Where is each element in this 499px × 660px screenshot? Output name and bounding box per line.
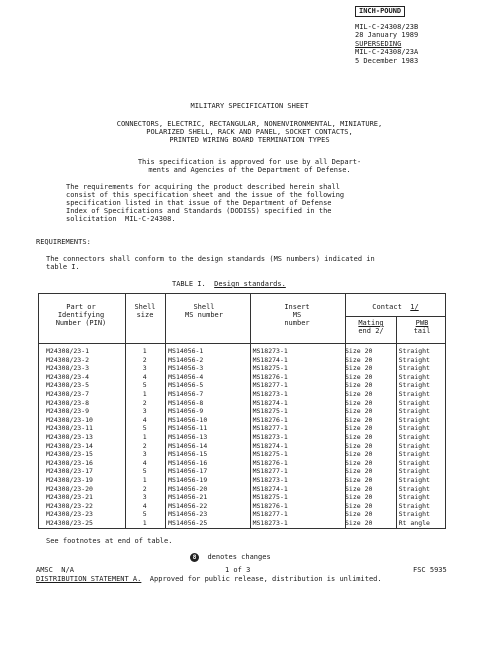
table-row (38, 407, 446, 416)
row-pwb-tail: Straight (398, 493, 430, 502)
row-pwb-tail: Straight (398, 347, 430, 355)
row-part-number: M24308/23-14 (46, 441, 93, 450)
row-insert-ms: MS18276-1 (252, 415, 288, 424)
row-shell-size: 3 (142, 493, 147, 502)
col-shell-ms-header: Shell MS number (185, 303, 223, 319)
row-mating-end: Size 20 (345, 458, 373, 467)
row-pwb-tail: Straight (398, 467, 430, 476)
table-bottom-rule (38, 528, 446, 529)
row-shell-ms: MS14056-2 (168, 355, 204, 364)
row-mating-end: Size 20 (345, 493, 373, 502)
document-header (355, 6, 465, 65)
table-header-rule (38, 343, 446, 344)
row-insert-ms: MS18274-1 (252, 355, 288, 364)
row-shell-ms: MS14056-17 (168, 467, 208, 476)
row-insert-ms: MS18273-1 (252, 518, 288, 527)
row-pwb-tail: Straight (398, 372, 430, 381)
row-insert-ms: MS18276-1 (252, 501, 288, 510)
row-insert-ms: MS18274-1 (252, 484, 288, 493)
row-shell-ms: MS14056-25 (168, 518, 208, 527)
row-insert-ms: MS18274-1 (252, 398, 288, 407)
row-insert-ms: MS18277-1 (252, 467, 288, 476)
row-shell-size: 2 (142, 398, 147, 407)
row-part-number: M24308/23-20 (46, 484, 93, 493)
row-pwb-tail: Straight (398, 475, 430, 484)
amsc-label: AMSC N/A (36, 566, 74, 574)
row-part-number: M24308/23-11 (46, 424, 93, 433)
row-shell-size: 4 (142, 501, 147, 510)
row-shell-size: 2 (142, 441, 147, 450)
row-shell-ms: MS14056-5 (168, 381, 204, 390)
requirements-text-1: The connectors shall conform to the design standards (MS numbers) indicated in (46, 255, 375, 263)
row-pwb-tail: Straight (398, 450, 430, 459)
distribution-text: Approved for public release, distribution is unlimited. (149, 575, 382, 583)
row-pwb-tail: Straight (398, 441, 430, 450)
table-row (38, 493, 446, 502)
table-row (38, 356, 446, 365)
row-pwb-tail: Straight (398, 415, 430, 424)
row-insert-ms: MS18276-1 (252, 458, 288, 467)
approval-line-1: This specification is approved for use by all Depart- (137, 158, 362, 166)
row-insert-ms: MS18277-1 (252, 424, 288, 433)
row-part-number: M24308/23-9 (46, 407, 90, 416)
row-shell-size: 1 (142, 432, 147, 441)
table-row (38, 433, 446, 442)
row-mating-end: Size 20 (345, 432, 373, 441)
row-pwb-tail: Straight (398, 364, 430, 373)
row-pwb-tail: Straight (398, 355, 430, 364)
table-row (38, 442, 446, 451)
row-shell-size: 3 (142, 364, 147, 373)
row-part-number: M24308/23-16 (46, 458, 93, 467)
table-row (38, 467, 446, 476)
row-insert-ms: MS18273-1 (252, 475, 288, 484)
row-shell-size: 5 (142, 510, 147, 519)
row-mating-end: Size 20 (345, 347, 373, 355)
footnote-reference: See footnotes at end of table. (46, 537, 173, 545)
row-shell-ms: MS14056-4 (168, 372, 204, 381)
table-row (38, 390, 446, 399)
row-shell-ms: MS14056-21 (168, 493, 208, 502)
requirements-heading: REQUIREMENTS: (36, 238, 91, 246)
row-part-number: M24308/23-3 (46, 364, 90, 373)
row-part-number: M24308/23-1 (46, 347, 90, 355)
acquisition-line-3: specification listed in that issue of the Department of Defense (66, 199, 332, 207)
row-part-number: M24308/23-21 (46, 493, 93, 502)
row-shell-size: 5 (142, 424, 147, 433)
row-mating-end: Size 20 (345, 475, 373, 484)
row-part-number: M24308/23-19 (46, 475, 93, 484)
row-mating-end: Size 20 (345, 501, 373, 510)
row-mating-end: Size 20 (345, 389, 373, 398)
design-standards-table (38, 347, 446, 527)
row-pwb-tail: Straight (398, 432, 430, 441)
row-shell-size: 3 (142, 407, 147, 416)
approval-line-2: ments and Agencies of the Department of Defense. (148, 166, 351, 174)
row-shell-ms: MS14056-7 (168, 389, 204, 398)
row-shell-ms: MS14056-9 (168, 407, 204, 416)
table-row (38, 381, 446, 390)
doc-date: 28 January 1989 (355, 31, 419, 39)
table-top-rule (38, 293, 446, 294)
col-shell-size-header: Shell size (134, 303, 156, 319)
row-shell-size: 4 (142, 415, 147, 424)
row-part-number: M24308/23-23 (46, 510, 93, 519)
row-shell-size: 4 (142, 458, 147, 467)
table-row (38, 459, 446, 468)
doc-number: MIL-C-24308/23B (355, 22, 419, 31)
row-shell-size: 1 (142, 389, 147, 398)
table-row (38, 373, 446, 382)
row-part-number: M24308/23-4 (46, 372, 90, 381)
table-caption-label: TABLE I. (172, 280, 206, 288)
row-shell-size: 2 (142, 355, 147, 364)
row-mating-end: Size 20 (345, 510, 373, 519)
table-row (38, 450, 446, 459)
table-row (38, 364, 446, 373)
row-shell-ms: MS14056-14 (168, 441, 208, 450)
col-mating-header: Mating end 2/ (358, 319, 384, 335)
col-contact-header: Contact 1/ (372, 303, 419, 311)
row-part-number: M24308/23-25 (46, 518, 93, 527)
table-row (38, 476, 446, 485)
col-insert-header: Insert MS number (284, 303, 310, 327)
row-shell-size: 1 (142, 347, 147, 355)
table-caption (172, 280, 286, 288)
inch-pound-box: INCH-POUND (355, 6, 405, 17)
table-row (38, 399, 446, 408)
row-part-number: M24308/23-2 (46, 355, 90, 364)
row-shell-ms: MS14056-13 (168, 432, 208, 441)
table-body (38, 347, 446, 527)
row-mating-end: Size 20 (345, 398, 373, 407)
row-mating-end: Size 20 (345, 424, 373, 433)
changes-text: denotes changes (207, 553, 271, 561)
table-row (38, 416, 446, 425)
row-insert-ms: MS18275-1 (252, 364, 288, 373)
page-number: 1 of 3 (225, 566, 251, 574)
title-line-1: CONNECTORS, ELECTRIC, RECTANGULAR, NONENVIRONMENTAL, MINIATURE, (116, 120, 383, 128)
row-part-number: M24308/23-13 (46, 432, 93, 441)
row-insert-ms: MS18275-1 (252, 407, 288, 416)
row-pwb-tail: Straight (398, 424, 430, 433)
row-mating-end: Size 20 (345, 518, 373, 527)
row-shell-ms: MS14056-22 (168, 501, 208, 510)
row-mating-end: Size 20 (345, 355, 373, 364)
fsc-code: FSC 5935 (413, 566, 447, 574)
row-insert-ms: MS18273-1 (252, 347, 288, 355)
row-pwb-tail: Straight (398, 407, 430, 416)
superseded-number: MIL-C-24308/23A (355, 48, 419, 56)
row-part-number: M24308/23-8 (46, 398, 90, 407)
row-mating-end: Size 20 (345, 415, 373, 424)
row-shell-ms: MS14056-16 (168, 458, 208, 467)
row-pwb-tail: Straight (398, 458, 430, 467)
table-row (38, 485, 446, 494)
row-shell-ms: MS14056-11 (168, 424, 208, 433)
acquisition-line-2: consist of this specification sheet and the issue of the following (66, 191, 345, 199)
acquisition-line-4: Index of Specifications and Standards (DODISS) specified in the (66, 207, 332, 215)
row-mating-end: Size 20 (345, 467, 373, 476)
row-pwb-tail: Straight (398, 501, 430, 510)
row-mating-end: Size 20 (345, 484, 373, 493)
acquisition-line-5: solicitation MIL-C-24308. (66, 215, 176, 223)
row-shell-ms: MS14056-3 (168, 364, 204, 373)
row-insert-ms: MS18274-1 (252, 441, 288, 450)
row-shell-ms: MS14056-20 (168, 484, 208, 493)
row-insert-ms: MS18276-1 (252, 372, 288, 381)
row-insert-ms: MS18273-1 (252, 432, 288, 441)
requirements-text-2: table I. (46, 263, 80, 271)
col-part-header: Part or Identifying Number (PIN) (55, 303, 107, 327)
row-shell-size: 5 (142, 381, 147, 390)
changes-note (190, 553, 271, 562)
col-pwb-header: PWB tail (413, 319, 431, 335)
row-mating-end: Size 20 (345, 407, 373, 416)
row-pwb-tail: Straight (398, 381, 430, 390)
row-shell-ms: MS14056-8 (168, 398, 204, 407)
row-shell-ms: MS14056-19 (168, 475, 208, 484)
row-pwb-tail: Straight (398, 510, 430, 519)
superseded-date: 5 December 1983 (355, 56, 419, 65)
row-insert-ms: MS18275-1 (252, 450, 288, 459)
superseding-label: SUPERSEDING (355, 39, 402, 48)
sheet-title: MILITARY SPECIFICATION SHEET (190, 102, 309, 110)
acquisition-line-1: The requirements for acquiring the product described herein shall (66, 183, 340, 191)
title-line-3: PRINTED WIRING BOARD TERMINATION TYPES (169, 136, 330, 144)
row-insert-ms: MS18273-1 (252, 389, 288, 398)
row-part-number: M24308/23-5 (46, 381, 90, 390)
row-insert-ms: MS18277-1 (252, 381, 288, 390)
row-shell-ms: MS14056-10 (168, 415, 208, 424)
table-row (38, 510, 446, 519)
row-mating-end: Size 20 (345, 441, 373, 450)
changes-symbol: 8 (190, 553, 199, 562)
table-caption-title: Design standards. (214, 280, 286, 288)
row-mating-end: Size 20 (345, 372, 373, 381)
distribution-statement (36, 575, 382, 583)
row-part-number: M24308/23-10 (46, 415, 93, 424)
title-line-2: POLARIZED SHELL, RACK AND PANEL, SOCKET CONTACTS, (146, 128, 353, 136)
row-shell-size: 3 (142, 450, 147, 459)
row-mating-end: Size 20 (345, 364, 373, 373)
row-part-number: M24308/23-17 (46, 467, 93, 476)
row-shell-ms: MS14056-15 (168, 450, 208, 459)
row-mating-end: Size 20 (345, 381, 373, 390)
row-shell-size: 5 (142, 467, 147, 476)
row-pwb-tail: Straight (398, 389, 430, 398)
table-row (38, 424, 446, 433)
row-part-number: M24308/23-7 (46, 389, 90, 398)
row-shell-size: 2 (142, 484, 147, 493)
row-part-number: M24308/23-15 (46, 450, 93, 459)
row-pwb-tail: Rt angle (398, 518, 430, 527)
table-row (38, 519, 446, 528)
row-shell-size: 4 (142, 372, 147, 381)
row-insert-ms: MS18275-1 (252, 493, 288, 502)
row-shell-size: 1 (142, 518, 147, 527)
row-shell-ms: MS14056-23 (168, 510, 208, 519)
row-pwb-tail: Straight (398, 398, 430, 407)
row-pwb-tail: Straight (398, 484, 430, 493)
row-shell-size: 1 (142, 475, 147, 484)
row-mating-end: Size 20 (345, 450, 373, 459)
table-row (38, 347, 446, 356)
row-part-number: M24308/23-22 (46, 501, 93, 510)
table-row (38, 502, 446, 511)
row-insert-ms: MS18277-1 (252, 510, 288, 519)
row-shell-ms: MS14056-1 (168, 347, 204, 355)
distribution-label: DISTRIBUTION STATEMENT A. (36, 575, 142, 583)
